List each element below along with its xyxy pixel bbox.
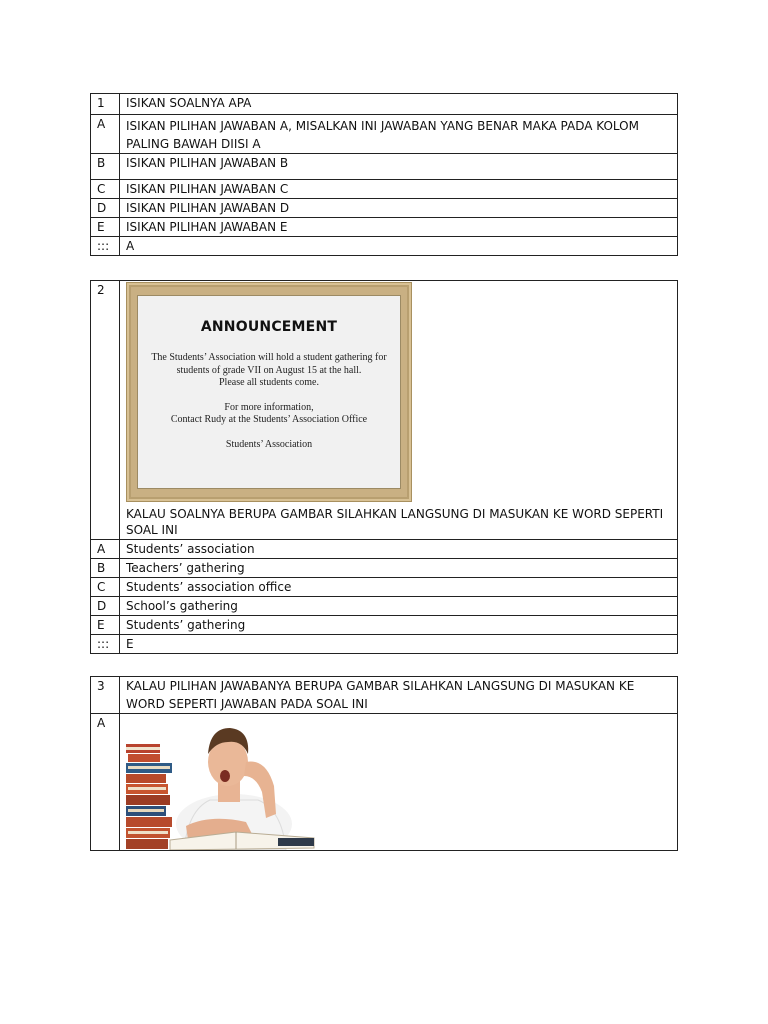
option-row: [91, 199, 678, 218]
question-row: [91, 677, 678, 714]
option-row: [91, 578, 678, 597]
question-instruction[interactable]: KALAU SOALNYA BERUPA GAMBAR SILAHKAN LANGSUNG DI MASUKAN KE WORD SEPERTI SOAL INI: [126, 507, 664, 537]
option-label: E: [91, 616, 120, 635]
option-label: B: [91, 154, 120, 180]
option-label: D: [91, 597, 120, 616]
option-row: [91, 154, 678, 180]
option-row: [91, 540, 678, 559]
option-label: A: [91, 714, 120, 851]
announcement-line: The Students’ Association will hold a student gathering for: [151, 352, 387, 363]
question-row: [91, 281, 678, 540]
announcement-line: students of grade VII on August 15 at the hall.: [176, 364, 362, 376]
question-row: [91, 94, 678, 115]
answer-key-value[interactable]: E: [120, 635, 678, 654]
option-text[interactable]: ISIKAN PILIHAN JAWABAN A, MISALKAN INI JAWABAN YANG BENAR MAKA PADA KOLOM PALING BAWAH DIISI A: [120, 115, 678, 154]
option-text[interactable]: Students’ association office: [120, 578, 678, 597]
option-text[interactable]: ISIKAN PILIHAN JAWABAN C: [120, 180, 678, 199]
book-stack-icon: [126, 744, 172, 849]
option-label: B: [91, 559, 120, 578]
option-image-cell: [120, 714, 678, 851]
announcement-board: [137, 295, 401, 489]
question-content: [120, 281, 678, 540]
announcement-line: Contact Rudy at the Students’ Association Office: [170, 414, 368, 425]
answer-key-row: [91, 237, 678, 256]
option-row: [91, 180, 678, 199]
option-text[interactable]: ISIKAN PILIHAN JAWABAN D: [120, 199, 678, 218]
question-3-table: [90, 676, 678, 851]
announcement-line: Please all students come.: [219, 377, 319, 388]
question-1-table: [90, 93, 678, 256]
option-row: [91, 597, 678, 616]
announcement-signature: Students’ Association: [225, 438, 313, 450]
option-row: [91, 559, 678, 578]
announcement-line: For more information,: [224, 401, 314, 413]
answer-key-label: :::: [91, 635, 120, 654]
answer-key-value[interactable]: A: [120, 237, 678, 256]
question-text[interactable]: ISIKAN SOALNYA APA: [120, 94, 678, 115]
answer-key-row: [91, 635, 678, 654]
announcement-title: ANNOUNCEMENT: [200, 319, 338, 335]
option-label: D: [91, 199, 120, 218]
option-row: [91, 115, 678, 154]
option-row: [91, 218, 678, 237]
option-label: C: [91, 578, 120, 597]
option-label: A: [91, 540, 120, 559]
announcement-image[interactable]: [126, 282, 412, 502]
option-label: A: [91, 115, 120, 154]
answer-key-label: :::: [91, 237, 120, 256]
option-text[interactable]: ISIKAN PILIHAN JAWABAN E: [120, 218, 678, 237]
option-text[interactable]: ISIKAN PILIHAN JAWABAN B: [120, 154, 678, 180]
option-text[interactable]: Students’ association: [120, 540, 678, 559]
option-text[interactable]: Teachers’ gathering: [120, 559, 678, 578]
question-text[interactable]: KALAU PILIHAN JAWABANYA BERUPA GAMBAR SILAHKAN LANGSUNG DI MASUKAN KE WORD SEPERTI JAWABAN PADA SOAL INI: [120, 677, 678, 714]
question-2-table: [90, 280, 678, 654]
option-text[interactable]: Students’ gathering: [120, 616, 678, 635]
question-number: 1: [91, 94, 120, 115]
option-row: [91, 714, 678, 851]
question-number: 3: [91, 677, 120, 714]
option-row: [91, 616, 678, 635]
student-figure-icon: [176, 728, 292, 850]
option-label: C: [91, 180, 120, 199]
option-text[interactable]: School’s gathering: [120, 597, 678, 616]
option-label: E: [91, 218, 120, 237]
student-yawning-with-books-image[interactable]: [126, 714, 316, 850]
question-number: 2: [91, 281, 120, 540]
